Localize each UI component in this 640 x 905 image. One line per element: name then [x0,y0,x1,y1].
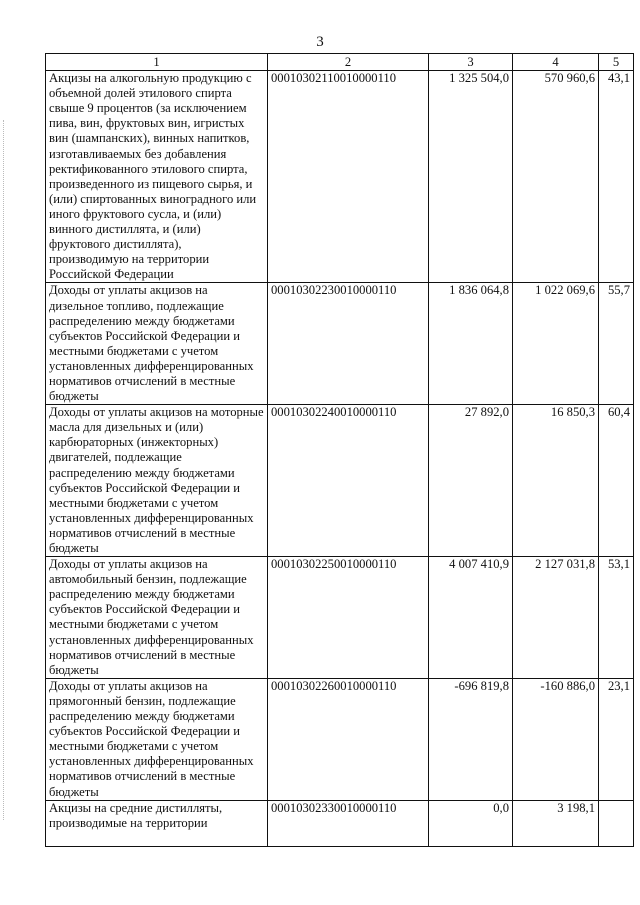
row-name: Доходы от уплаты акцизов на моторные масла для дизельных и (или) карбюраторных (инжекторных) двигателей, подлежащие распределению между бюджетами субъектов Российской Федерации и местными бюджетами с учетом установленных дифференцированных нормативов отчислений в местные бюджеты [46,405,268,557]
row-plan: 4 007 410,9 [429,557,513,679]
row-fact: 3 198,1 [513,800,599,846]
row-code: 00010302110010000110 [268,71,429,283]
row-code: 00010302260010000110 [268,678,429,800]
column-header-5: 5 [599,54,634,71]
table-row [46,405,634,557]
row-plan: 1 836 064,8 [429,283,513,405]
column-header-1: 1 [46,54,268,71]
revenue-table [45,53,634,847]
page-number: 3 [316,34,324,50]
row-code: 00010302230010000110 [268,283,429,405]
row-percent [599,800,634,846]
row-fact: 2 127 031,8 [513,557,599,679]
row-percent: 43,1 [599,71,634,283]
row-plan: 27 892,0 [429,405,513,557]
column-header-2: 2 [268,54,429,71]
row-code: 00010302240010000110 [268,405,429,557]
row-name: Акцизы на средние дистилляты, производимые на территории [46,800,268,846]
row-percent: 53,1 [599,557,634,679]
table-row [46,800,634,846]
table-header-row [46,54,634,71]
table-row [46,283,634,405]
table-row [46,678,634,800]
row-fact: 1 022 069,6 [513,283,599,405]
row-name: Доходы от уплаты акцизов на дизельное топливо, подлежащие распределению между бюджетами субъектов Российской Федерации и местными бюджетами с учетом установленных дифференцированных нормативов отчислений в местные бюджеты [46,283,268,405]
row-name: Доходы от уплаты акцизов на автомобильный бензин, подлежащие распределению между бюджетами субъектов Российской Федерации и местными бюджетами с учетом установленных дифференцированных нормативов отчислений в местные бюджеты [46,557,268,679]
row-percent: 60,4 [599,405,634,557]
column-header-3: 3 [429,54,513,71]
scan-edge-noise [3,120,8,820]
row-plan: -696 819,8 [429,678,513,800]
row-fact: 16 850,3 [513,405,599,557]
column-header-4: 4 [513,54,599,71]
row-fact: 570 960,6 [513,71,599,283]
row-name: Акцизы на алкогольную продукцию с объемной долей этилового спирта свыше 9 процентов (за исключением пива, вин, фруктовых вин, игристых вин (шампанских), винных напитков, изготавливаемых без добавления ректификованного этилового спирта, произведенного из пищевого сырья, и (или) спиртованных виноградного или иного фруктового сусла, и (или) винного дистиллята, и (или) фруктового дистиллята), производимую на территории Российской Федерации [46,71,268,283]
row-percent: 55,7 [599,283,634,405]
table-row [46,71,634,283]
row-code: 00010302330010000110 [268,800,429,846]
row-fact: -160 886,0 [513,678,599,800]
row-plan: 0,0 [429,800,513,846]
row-plan: 1 325 504,0 [429,71,513,283]
row-code: 00010302250010000110 [268,557,429,679]
row-percent: 23,1 [599,678,634,800]
table-row [46,557,634,679]
row-name: Доходы от уплаты акцизов на прямогонный бензин, подлежащие распределению между бюджетами субъектов Российской Федерации и местными бюджетами с учетом установленных дифференцированных нормативов отчислений в местные бюджеты [46,678,268,800]
